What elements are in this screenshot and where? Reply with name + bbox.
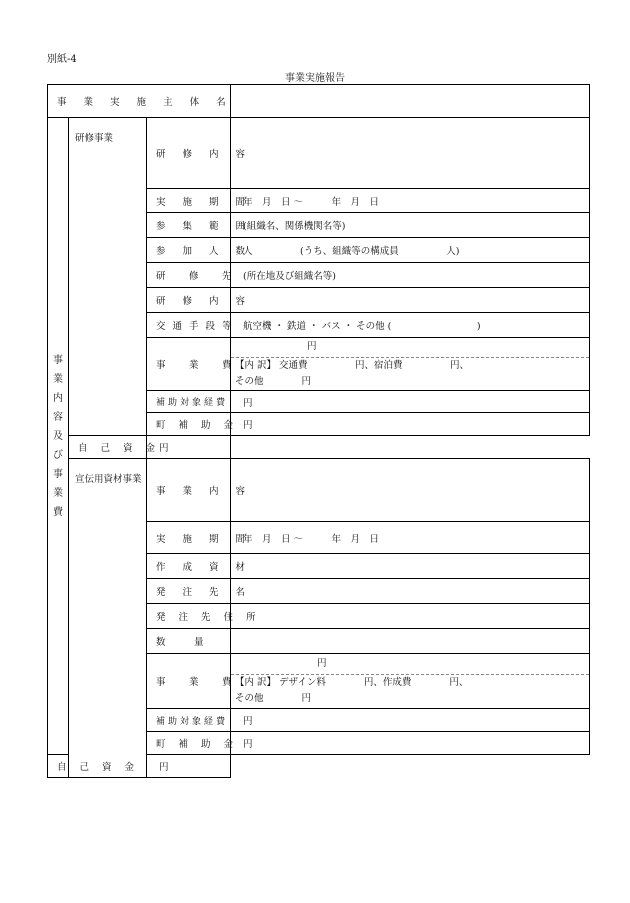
- training-town-subsidy-field[interactable]: 円: [231, 413, 590, 436]
- document-title: 事業実施報告: [285, 73, 345, 84]
- promo-material-field[interactable]: [231, 554, 590, 579]
- promo-cost-field[interactable]: [231, 654, 590, 709]
- training-content-field[interactable]: [231, 118, 590, 189]
- document-ref-label: 別紙-4: [47, 54, 77, 65]
- promo-town-subsidy-label: 町 補 助 金: [147, 732, 231, 755]
- promo-content-label: 事 業 内 容: [147, 459, 231, 522]
- promo-period-field[interactable]: 年 月 日 〜 年 月 日: [231, 522, 590, 554]
- training-town-subsidy-label: 町 補 助 金: [147, 413, 231, 436]
- promo-cost-other: その他 円: [235, 692, 312, 704]
- report-form-table: [47, 84, 590, 778]
- promo-period-label: 実 施 期 間: [147, 522, 231, 554]
- training-content-label: 研 修 内 容: [147, 118, 231, 189]
- promo-vendor-label: 発 注 先 名: [147, 579, 231, 604]
- promo-group-label: 宣伝用資材事業: [69, 459, 147, 778]
- training-participants-label: 参 加 人 数: [147, 238, 231, 263]
- training-content2-field[interactable]: [231, 288, 590, 313]
- training-cost-total: 円: [307, 340, 317, 352]
- training-scope-field[interactable]: (組織名、関係機関名等): [231, 213, 590, 238]
- promo-cost-total: 円: [317, 657, 327, 669]
- training-own-funds-field[interactable]: 円: [147, 436, 231, 459]
- training-content-row: [48, 118, 590, 189]
- training-destination-field[interactable]: (所在地及び組織名等): [231, 263, 590, 288]
- training-cost-field[interactable]: [231, 338, 590, 391]
- promo-cost-breakdown: 【内 訳】 デザイン料 円、作成費 円、: [231, 674, 589, 691]
- promo-cost-label: 事 業 費: [147, 654, 231, 709]
- training-participants-field[interactable]: 人 (うち、組織等の構成員 人): [231, 238, 590, 263]
- promo-quantity-field[interactable]: [231, 629, 590, 654]
- implementing-entity-field[interactable]: [231, 85, 590, 118]
- header-row: [48, 85, 590, 118]
- training-cost-breakdown: 【内 訳】 交通費 円、宿泊費 円、: [231, 357, 589, 374]
- side-label: 事 業 内 容 及 び 事 業 費: [48, 118, 69, 755]
- promo-own-funds-label: 自 己 資 金: [48, 755, 69, 778]
- training-scope-label: 参 集 範 囲: [147, 213, 231, 238]
- promo-material-label: 作 成 資 材: [147, 554, 231, 579]
- training-content2-label: 研 修 内 容: [147, 288, 231, 313]
- training-own-funds-row: [48, 436, 590, 459]
- promo-subsidy-target-field[interactable]: 円: [231, 709, 590, 732]
- promo-content-field[interactable]: [231, 459, 590, 522]
- training-period-label: 実 施 期 間: [147, 189, 231, 213]
- promo-content-row: [48, 459, 590, 522]
- promo-vendor-address-label: 発 注 先 住 所: [147, 604, 231, 629]
- training-subsidy-target-label: 補助対象経費: [147, 391, 231, 413]
- training-transport-label: 交 通 手 段 等: [147, 313, 231, 338]
- training-cost-label: 事 業 費: [147, 338, 231, 391]
- promo-vendor-address-field[interactable]: [231, 604, 590, 629]
- promo-town-subsidy-field[interactable]: 円: [231, 732, 590, 755]
- promo-quantity-label: 数 量: [147, 629, 231, 654]
- promo-own-funds-field[interactable]: 円: [147, 755, 231, 778]
- training-own-funds-label: 自 己 資 金: [69, 436, 147, 459]
- promo-subsidy-target-label: 補助対象経費: [147, 709, 231, 732]
- training-destination-label: 研 修 先: [147, 263, 231, 288]
- training-subsidy-target-field[interactable]: 円: [231, 391, 590, 413]
- promo-vendor-field[interactable]: [231, 579, 590, 604]
- training-period-field[interactable]: 年 月 日 〜 年 月 日: [231, 189, 590, 213]
- training-transport-field[interactable]: 航空機 ・ 鉄道 ・ バス ・ その他 ( ): [231, 313, 590, 338]
- training-group-label: 研修事業: [69, 118, 147, 436]
- training-cost-other: その他 円: [235, 375, 312, 387]
- implementing-entity-label: 事 業 実 施 主 体 名: [48, 85, 231, 118]
